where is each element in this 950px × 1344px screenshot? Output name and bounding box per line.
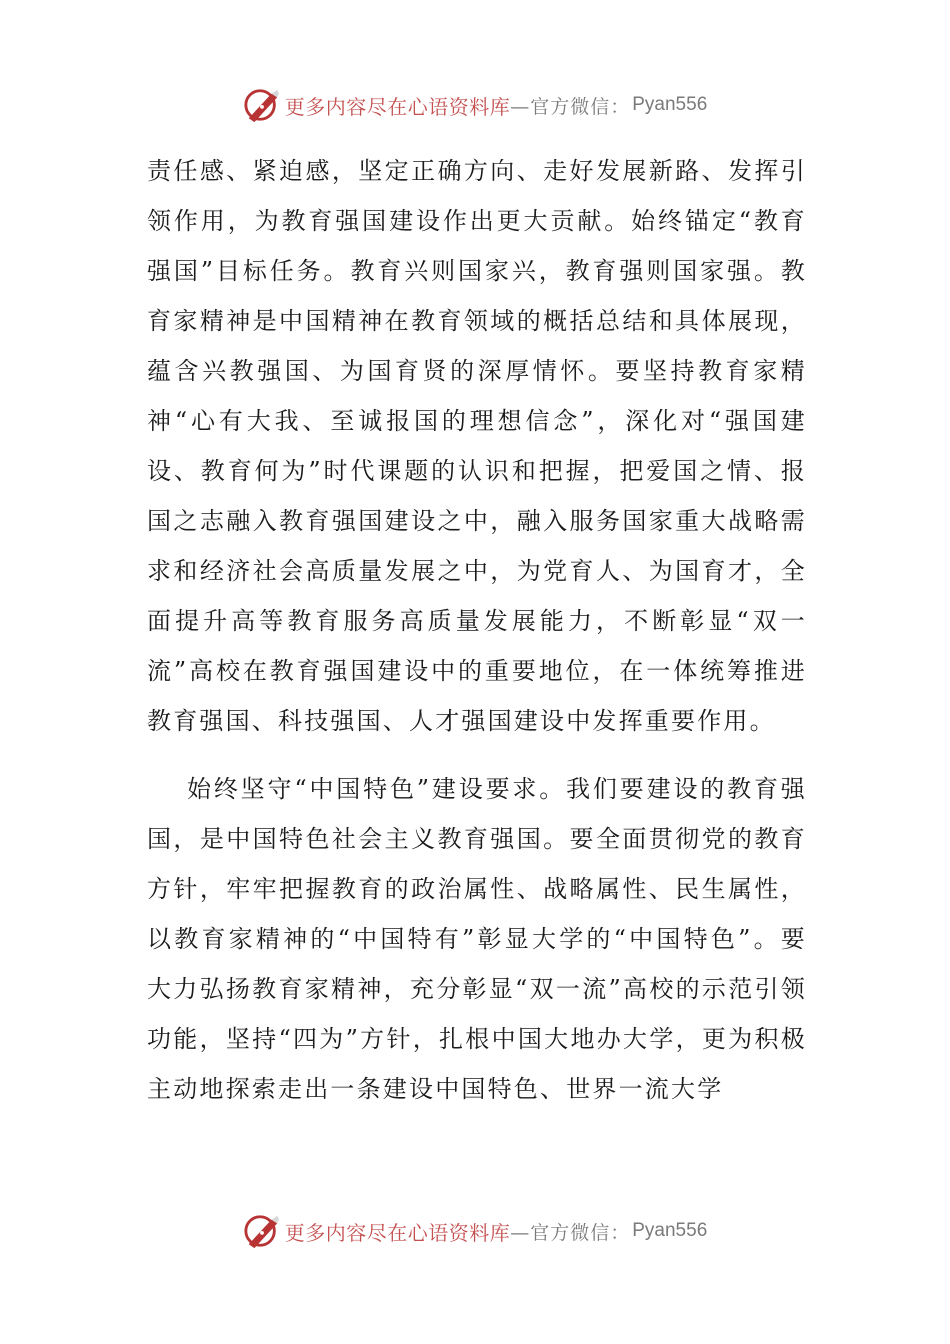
document-body <box>147 146 807 1114</box>
body-paragraph: 责任感、紧迫感，坚定正确方向、走好发展新路、发挥引领作用，为教育强国建设作出更大贡献。始终锚定“教育强国”目标任务。教育兴则国家兴，教育强则国家强。教育家精神是中国精神在教育领域的概括总结和具体展现，蕴含兴教强国、为国育贤的深厚情怀。要坚持教育家精神“心有大我、至诚报国的理想信念”，深化对“强国建设、教育何为”时代课题的认识和把握，把爱国之情、报国之志融入教育强国建设之中，融入服务国家重大战略需求和经济社会高质量发展之中，为党育人、为国育才，全面提升高等教育服务高质量发展能力，不断彰显“双一流”高校在教育强国建设中的重要地位，在一体统筹推进教育强国、科技强国、人才强国建设中发挥重要作用。 <box>147 157 807 735</box>
body-paragraph: 始终坚守“中国特色”建设要求。我们要建设的教育强国，是中国特色社会主义教育强国。要全面贯彻党的教育方针，牢牢把握教育的政治属性、战略属性、民生属性，以教育家精神的“中国特有”彰显大学的“中国特色”。要大力弘扬教育家精神，充分彰显“双一流”高校的示范引领功能，坚持“四为”方针，扎根中国大地办大学，更为积极主动地探索走出一条建设中国特色、世界一流大学 <box>147 775 807 1103</box>
footer-wechat-id: Pyan556 <box>632 1220 708 1241</box>
header-brand-text: 更多内容尽在心语资料库 <box>284 94 511 119</box>
pen-nib-logo-icon <box>243 1212 281 1250</box>
header-official-label: —官方微信： <box>510 95 631 118</box>
footer-brand-text: 更多内容尽在心语资料库 <box>284 1220 511 1245</box>
pen-nib-logo-icon <box>243 86 281 124</box>
header-banner <box>0 82 950 128</box>
footer-official-label: —官方微信： <box>510 1221 631 1244</box>
footer-banner <box>0 1208 950 1254</box>
header-wechat-id: Pyan556 <box>632 94 708 115</box>
